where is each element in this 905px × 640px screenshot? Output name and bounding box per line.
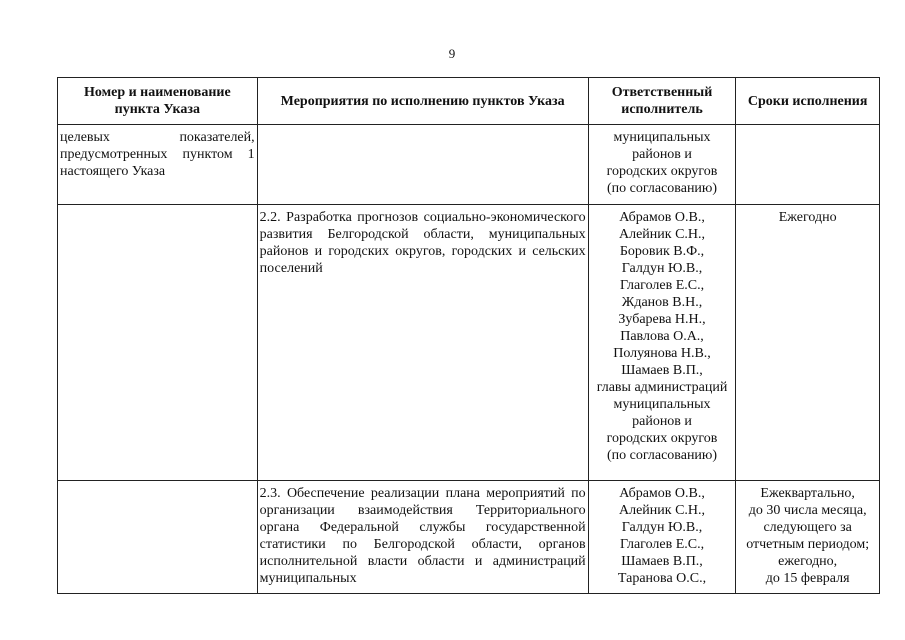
header-row [58,78,880,125]
deadline-line: следующего за [763,520,852,535]
responsible-line: Алейник С.Н., [618,503,706,518]
responsible-cell [588,125,736,205]
responsible-line: городских округов [606,164,718,179]
deadline-cell: Ежегодно [736,205,880,481]
responsible-line: районов и [632,147,692,162]
responsible-line: Абрамов О.В., [619,486,705,501]
responsible-line: Таранова О.С., [617,571,707,586]
responsible-line: Галдун Ю.В., [621,261,703,276]
responsible-line: (по согласованию) [606,181,718,196]
deadline-line: ежегодно, [778,554,838,569]
table-row [58,481,880,594]
item-cell [58,481,258,594]
decree-implementation-table [57,77,880,594]
measure-cell: 2.3. Обеспечение реализации плана мероприятий по организации взаимодействия Территориального органа Федеральной службы государственной статистики по Белгородской области, органов исполнительной власти области и администраций муниципальных [257,481,588,594]
header-item: Номер и наименование пункта Указа [58,78,258,125]
responsible-cell [588,481,736,594]
responsible-line: Боровик В.Ф., [619,244,705,259]
responsible-line: (по согласованию) [606,448,718,463]
measure-cell [257,125,588,205]
responsible-line: Глаголев Е.С., [619,278,705,293]
page-number: 9 [448,46,456,61]
item-cell [58,205,258,481]
responsible-line: Шамаев В.П., [621,554,703,569]
responsible-line: Абрамов О.В., [619,210,705,225]
responsible-line: Глаголев Е.С., [619,537,705,552]
deadline-line: отчетным периодом; [746,537,870,552]
responsible-cell [588,205,736,481]
responsible-line: Зубарева Н.Н., [618,312,706,327]
responsible-line: муниципальных [613,397,711,412]
responsible-line: Галдун Ю.В., [621,520,703,535]
item-cell: целевых показателей, предусмотренных пунктом 1 настоящего Указа [58,125,258,205]
deadline-line: Ежеквартально, [760,486,855,501]
responsible-line: главы администраций [596,380,728,395]
responsible-line: Жданов В.Н., [621,295,703,310]
deadline-line: до 30 числа месяца, [748,503,867,518]
header-measures: Мероприятия по исполнению пунктов Указа [257,78,588,125]
responsible-line: Алейник С.Н., [618,227,706,242]
responsible-line: районов и [632,414,692,429]
table-row [58,125,880,205]
responsible-line: Полуянова Н.В., [613,346,711,361]
deadline-line: до 15 февраля [765,571,850,586]
measure-cell: 2.2. Разработка прогнозов социально-экономического развития Белгородской области, муниципальных районов и городских округов, городских и сельских поселений [257,205,588,481]
responsible-line: Шамаев В.П., [621,363,703,378]
table-row [58,205,880,481]
header-deadline: Сроки исполнения [736,78,880,125]
responsible-line: Павлова О.А., [620,329,704,344]
deadline-cell [736,125,880,205]
header-responsible: Ответственный исполнитель [588,78,736,125]
responsible-line: городских округов [606,431,718,446]
responsible-line: муниципальных [613,130,711,145]
deadline-cell [736,481,880,594]
